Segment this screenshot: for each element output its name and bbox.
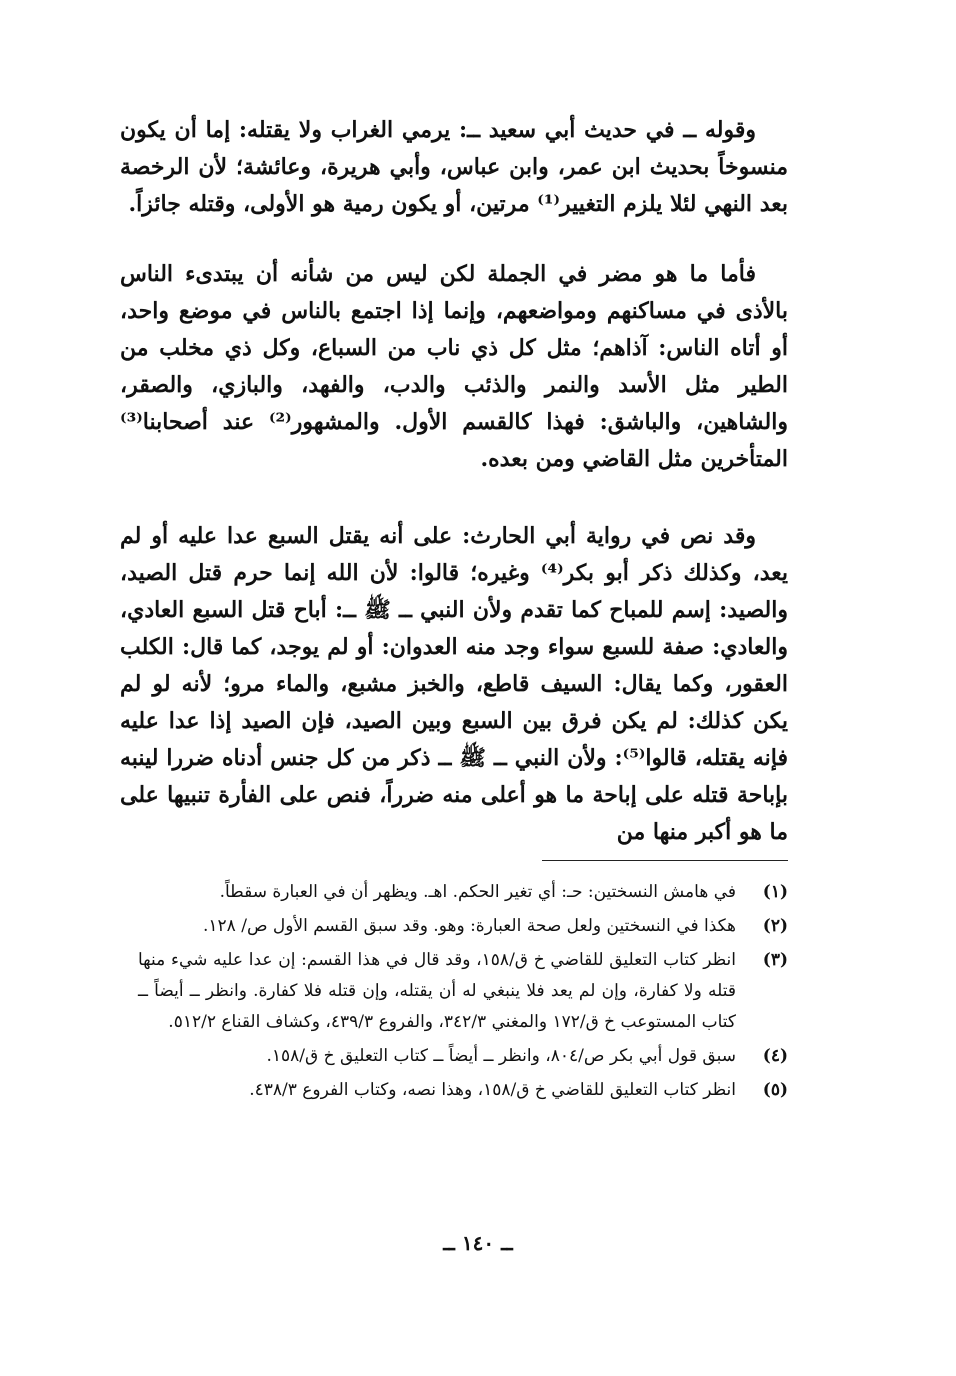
footnote-number: (٢) xyxy=(762,916,788,936)
footnote-item xyxy=(138,1041,788,1072)
footnote-item xyxy=(138,945,788,1038)
paragraph-text: وقوله ــ في حديث أبي سعيد ــ: يرمي الغراب ولا يقتله: إما أن يكون منسوخاً بحديث ابن عمر، وابن عباس، وأبي هريرة، وعائشة؛ لأن الرخصة بعد النهي لئلا يلزم التغيير⁽¹⁾ مرتين، أو يكون رمية هو الأولى، وقتله جائزاً. xyxy=(120,117,788,217)
paragraph-text: وقد نص في رواية أبي الحارث: على أنه يقتل السبع عدا عليه أو لم يعد، وكذلك ذكر أبو بكر⁽⁴⁾ وغيره؛ قالوا: لأن الله إنما حرم قتل الصيد، والصيد: إسم للمباح كما تقدم ولأن النبي ــ ﷺ ــ: أباح قتل السبع العادي، والعادي: صفة للسبع سواء وجد منه العدوان: أو لم يوجد، كما قال: الكلب العقور، وكما يقال: السيف قاطع، والخبز مشبع، والماء مرو؛ لأنه لو لم يكن كذلك: لم يكن فرق بين السبع وبين الصيد، فإن الصيد إذا عدا عليه فإنه يقتله، قالوا⁽⁵⁾: ولأن النبي ــ ﷺ ــ ذكر من كل جنس أدناه ضررا لينبه بإباحة قتله على إباحة ما هو أعلى منه ضرراً، فنص على الفأرة تنبيها على ما هو أكبر منها من xyxy=(120,523,788,845)
footnote-item xyxy=(138,1075,788,1106)
footnote-text: انظر كتاب التعليق للقاضي خ ق/١٥٨، وقد قال في هذا القسم: إن عدا عليه شيء منها قتله ولا كفارة، وإن لم يعد فلا ينبغي له أن يقتله، وإن قتله فلا كفارة. وانظر ــ أيضاً ــ كتاب المستوعب خ ق/١٧٢ والمغني ٣٤٢/٣، والفروع ٤٣٩/٣، وكشاف القناع ٥١٢/٢. xyxy=(138,950,736,1032)
footnote-text: سبق قول أبي بكر ص/٨٠٤، وانظر ــ أيضاً ــ كتاب التعليق خ ق/١٥٨. xyxy=(266,1046,736,1066)
page-number: ــ ١٤٠ ــ xyxy=(443,1231,513,1255)
footnote-item xyxy=(138,877,788,908)
main-text-paragraph-3 xyxy=(120,518,788,851)
main-text-paragraph-2 xyxy=(120,256,788,478)
main-text-paragraph-1 xyxy=(120,112,788,223)
footnote-number: (٤) xyxy=(762,1046,788,1066)
footnote-text: انظر كتاب التعليق للقاضي خ ق/١٥٨، وهذا نصه، وكتاب الفروع ٤٣٨/٣. xyxy=(249,1080,736,1100)
footnote-text: هكذا في النسختين ولعل صحة العبارة: وهو. وقد سبق القسم الأول ص/ ١٢٨. xyxy=(203,916,736,936)
footnote-separator xyxy=(542,860,788,861)
footnote-number: (٣) xyxy=(762,950,788,970)
footnote-number: (١) xyxy=(762,882,788,902)
footnotes-section xyxy=(138,877,788,1109)
paragraph-text: فأما ما هو مضر في الجملة لكن ليس من شأنه أن يبتدىء الناس بالأذى في مساكنهم ومواضعهم، وإنما إذا اجتمع بالناس في موضع واحد، أو أتاه الناس: آذاهم؛ مثل كل ذي ناب من السباع، وكل ذي مخلب من الطير مثل الأسد والنمر والذئب والدب، والفهد، والبازي، والصقر، والشاهين، والباشق: فهذا كالقسم الأول. والمشهور⁽²⁾ عند أصحابنا⁽³⁾ المتأخرين مثل القاضي ومن بعده. xyxy=(120,261,788,472)
footnote-text: في هامش النسختين: حـ: أي تغير الحكم. اهـ. ويظهر أن في العبارة سقطاً. xyxy=(219,882,736,902)
footnote-item xyxy=(138,911,788,942)
footnote-number: (٥) xyxy=(762,1080,788,1100)
